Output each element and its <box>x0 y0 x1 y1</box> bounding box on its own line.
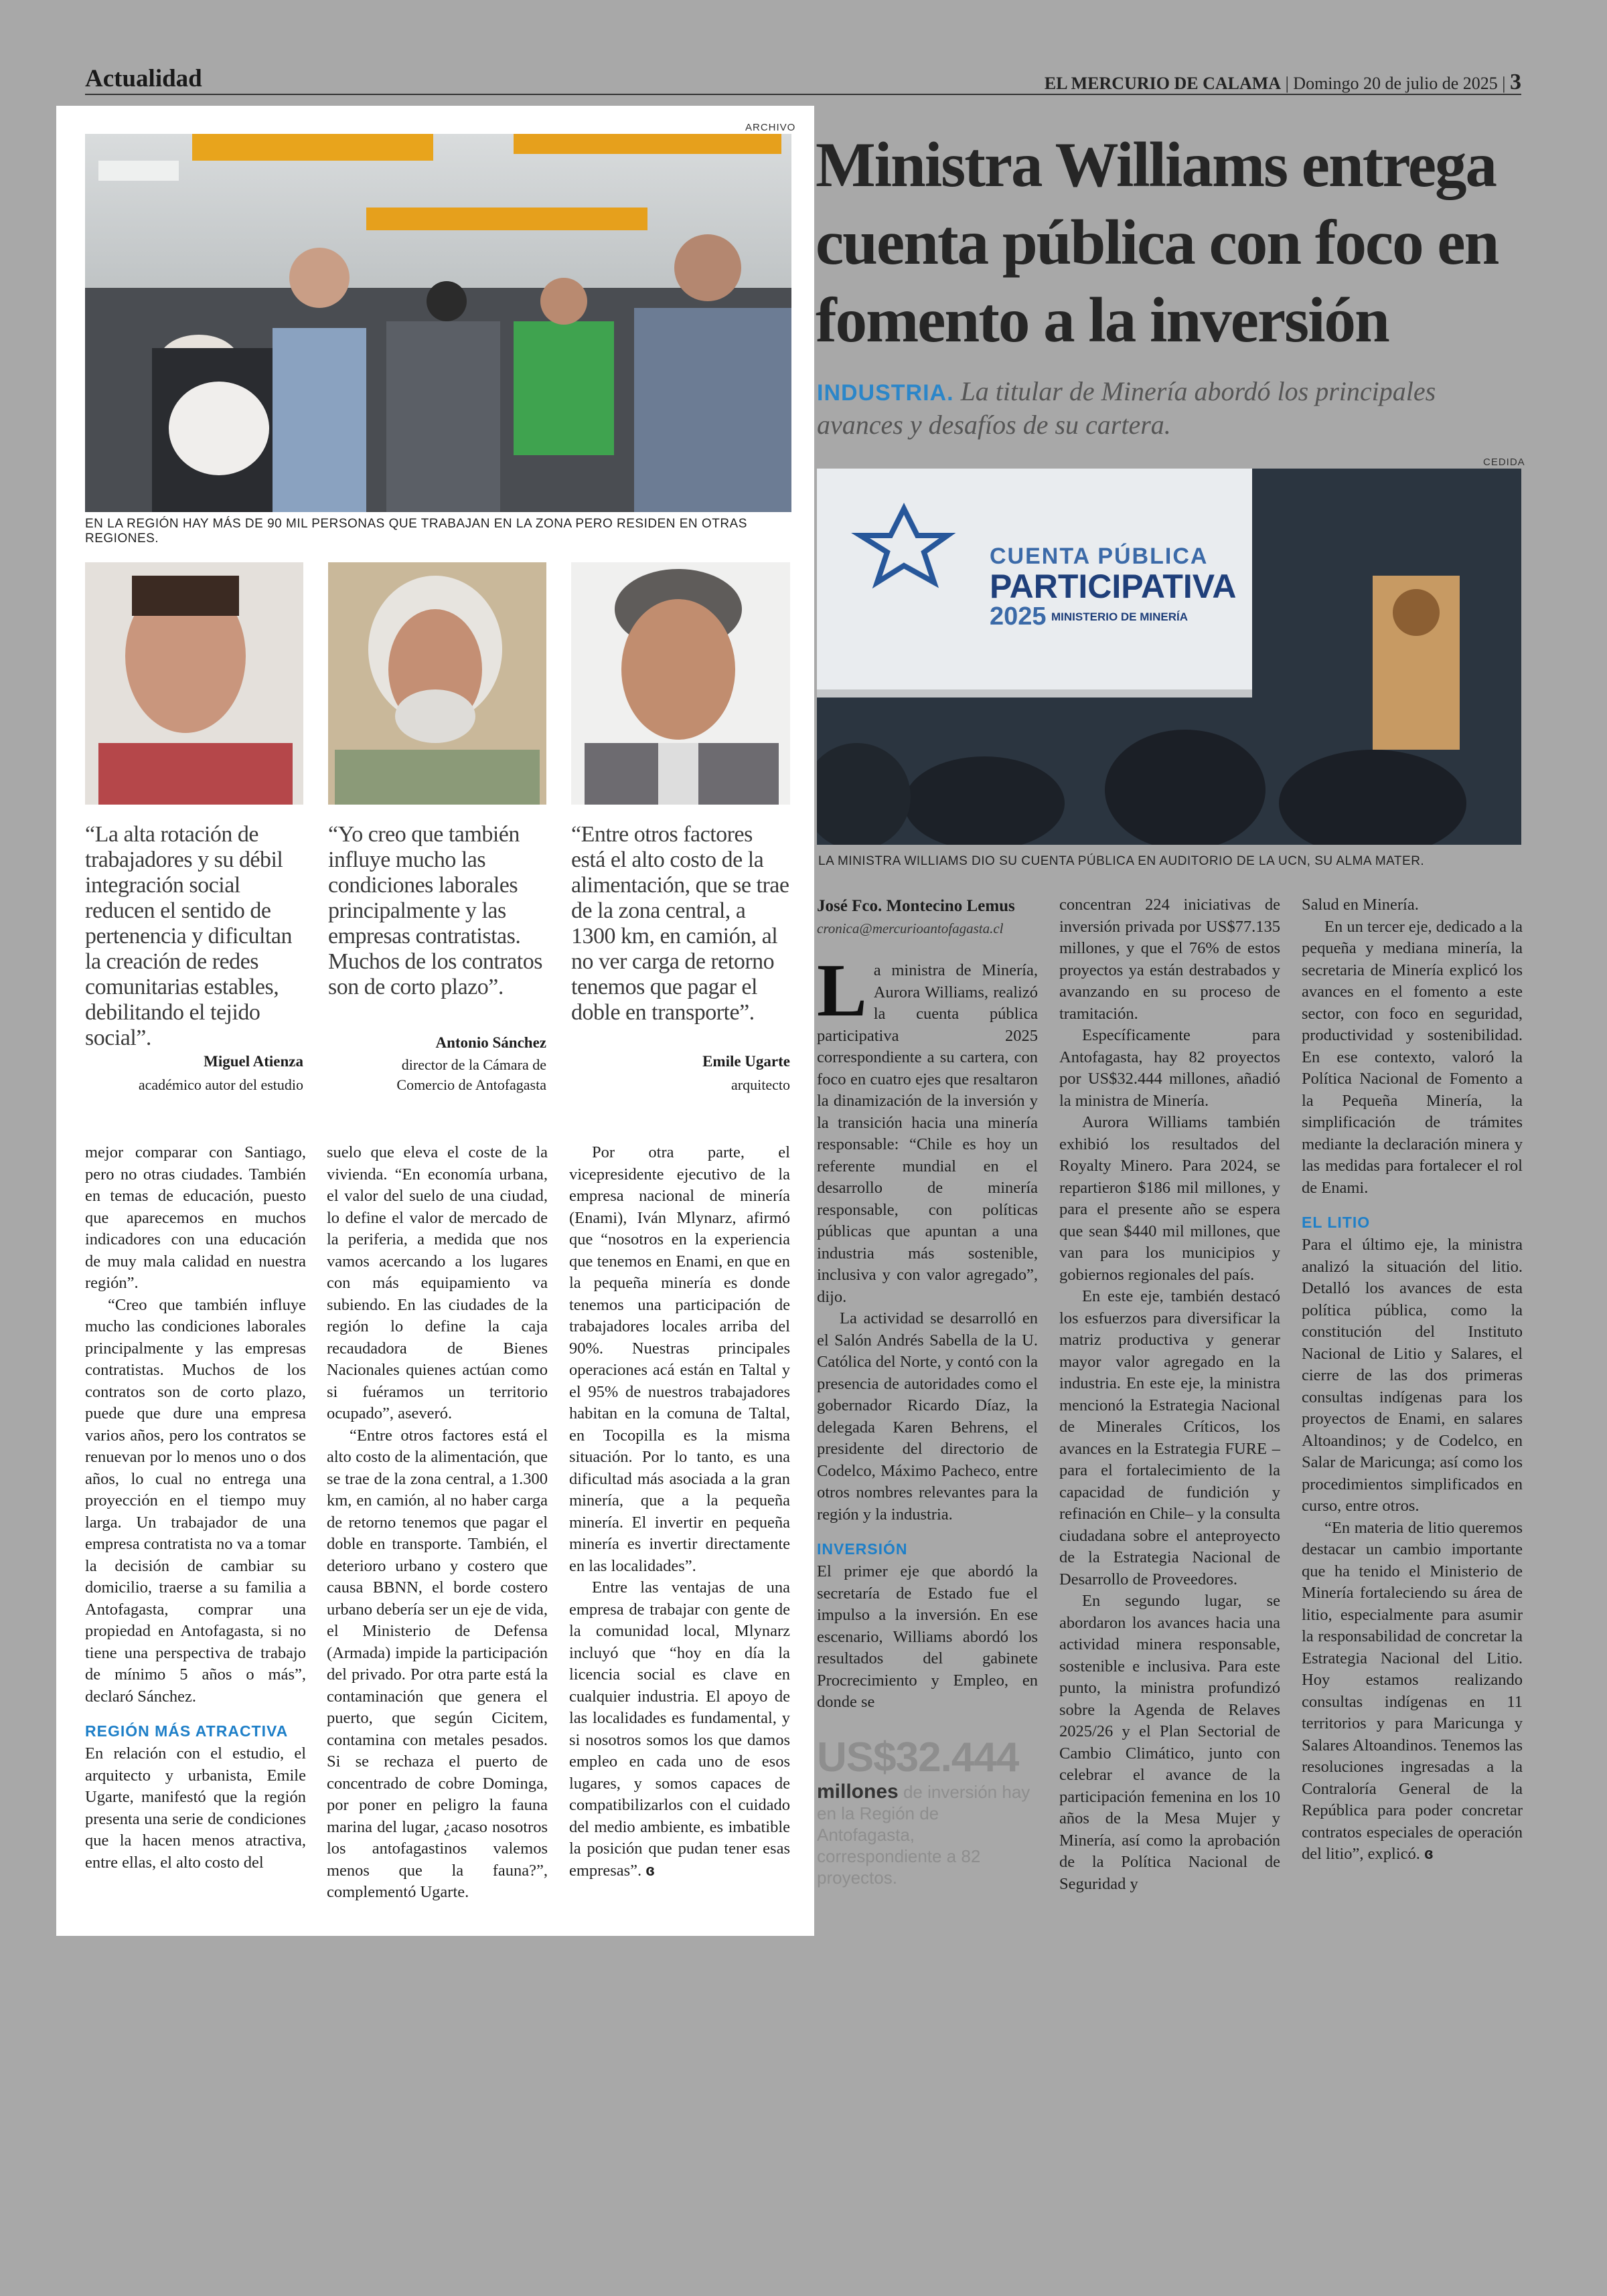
quote-name-ugarte: Emile Ugarte <box>702 1053 790 1070</box>
right-article-column-1 <box>817 949 1038 1714</box>
drop-cap: L <box>817 949 867 1032</box>
paragraph: Salud en Minería. <box>1302 896 1419 914</box>
paragraph: “En materia de litio queremos destacar un cambio importante que ha tenido el Ministerio de Minería fortaleciendo su área de litio, especialmente para asumir la responsabilidad de concretar la Estrategia Nacional del Litio. Hoy estamos realizando consultas indígenas en 11 territorios y para Maricunga y Salares Altoandinos. Tenemos las resoluciones ingresadas a la Contraloría General de la República para poder concretar contratos especiales de operación del litio”, explicó. <box>1302 1518 1523 1863</box>
screen-text-2: PARTICIPATIVA <box>990 568 1237 605</box>
publication-name: EL MERCURIO DE CALAMA <box>1044 74 1282 93</box>
quote-atienza: “La alta rotación de trabajadores y su débil integración social reducen el sentido de pertenencia y dificultan la creación de redes comunitarias estables, debilitando el tejido social”. <box>85 822 292 1050</box>
portrait-antonio-sanchez <box>328 562 546 805</box>
page-number: 3 <box>1510 70 1521 94</box>
paragraph: Por otra parte, el vicepresidente ejecutivo de la empresa nacional de minería (Enami), Iván Mlynarz, afirmó que “nosotros en la experiencia que tenemos en Enami, en que en la pequeña minería es donde tenemos una participación de trabajadores locales arriba del 90%. Nuestras principales operaciones acá están en Taltal y el 95% de nuestros trabajadores habitan en la comuna de Taltal, en Tocopilla es la misma situación. Por lo tanto, es una dificultad más asociada a la gran minería, que a la pequeña minería. El invertir en pequeña minería es invertir directamente en las localidades”. <box>569 1143 790 1575</box>
highlight-figure <box>817 1734 1038 1888</box>
paragraph: Entre las ventajas de una empresa de trabajar con gente de la comunidad local, Mlynarz incluyó que “hoy en día la licencia social es clave en cualquier industria. El apoyo de las localidades es fundamental, y si nosotros somos los que damos empleo en cada uno de esos lugares, y somos capaces de compatibilizarlos con el cuidado del medio ambiente, es imbatible la posición que pudan tener esas empresas”. <box>569 1578 790 1880</box>
paragraph: suelo que eleva el coste de la vivienda. “En economía urbana, el valor del suelo de una ciudad, lo define el valor de mercado de la periferia, a medida que nos vamos acercando a los lugares con más equipamiento va subiendo. En las ciudades de la región lo define la caja recaudadora de Bienes Nacionales quienes actúan como si fuéramos un territorio ocupado”, aseveró. <box>327 1143 548 1422</box>
highlight-unit: millones <box>817 1781 899 1803</box>
masthead: EL MERCURIO DE CALAMA | Domingo 20 de julio de 2025 | 3 <box>1044 70 1521 94</box>
highlight-text: de inversión hay en la Región de Antofagasta, correspondiente a 82 proyectos. <box>817 1782 1030 1888</box>
photo-credit-right: CEDIDA <box>1483 457 1525 468</box>
paragraph: “Entre otros factores está el alto costo de la alimentación, que se trae de la zona central, a 1.300 km, en camión, al no haber carga de retorno tenemos que pagar el doble en transporte. También, el deterioro urbano y costero que causa BBNN, el borde costero urbano debería ser un eje de vida, el Ministerio de Defensa (Armada) impide la participación del privado. Por otra parte está la contaminación que genera el puerto, que según Cicitem, contamina con metales pesados. Si se rechaza el puerto de concentrado de cobre Dominga, por poner en peligro la fauna marina del lugar, ¿acaso nosotros los antofagastinos valemos menos que la fauna?”, complementó Ugarte. <box>327 1426 548 1901</box>
airport-crowd-photo <box>85 134 791 512</box>
right-article-column-3 <box>1302 894 1523 1866</box>
section-name: Actualidad <box>85 65 202 92</box>
quote-name-atienza: Miguel Atienza <box>204 1053 303 1070</box>
byline: José Fco. Montecino Lemus <box>817 897 1015 915</box>
issue-date: Domingo 20 de julio de 2025 <box>1293 74 1498 93</box>
subheading-litio: EL LITIO <box>1302 1214 1371 1231</box>
portrait-miguel-atienza <box>85 562 303 805</box>
photo-caption: EN LA REGIÓN HAY MÁS DE 90 MIL PERSONAS QUE TRABAJAN EN LA ZONA PERO RESIDEN EN OTRAS REGIONES. <box>85 517 747 546</box>
paragraph: Aurora Williams también exhibió los resultados del Royalty Minero. Para 2024, se repartieron $186 mil millones, y para el presente año se espera que sean $440 mil millones, que van para los municipios y gobiernos regionales del país. <box>1059 1113 1280 1284</box>
end-mark-icon: ɞ <box>645 1861 655 1880</box>
paragraph: La actividad se desarrolló en el Salón Andrés Sabella de la U. Católica del Norte, y contó con la presencia de autoridades como el gobernador Ricardo Díaz, la delegada Karen Behrens, el presidente del directorio de Codelco, Máximo Pacheco, entre otros nombres relevantes para la región y la industria. <box>817 1309 1038 1524</box>
left-article-column-1 <box>85 1142 306 1874</box>
paragraph: concentran 224 iniciativas de inversión privada por US$77.135 millones, y que el 76% de estos proyectos ya están destrabados y avanzando en su proceso de tramitación. <box>1059 896 1280 1023</box>
highlight-number: US$32.444 <box>817 1734 1019 1781</box>
paragraph: El primer eje que abordó la secretaría de Estado fue el impulso a la inversión. En ese escenario, Williams abordó los resultados del gabinete Procrecimiento y Empleo, en donde se <box>817 1562 1038 1711</box>
subheading-region: REGIÓN MÁS ATRACTIVA <box>85 1722 289 1740</box>
paragraph: mejor comparar con Santiago, pero no otras ciudades. También en temas de educación, puesto que aparecemos en muchos indicadores con una educación de muy mala calidad en nuestra región”. <box>85 1143 306 1292</box>
screen-text-1: CUENTA PÚBLICA <box>990 544 1209 569</box>
photo-credit: ARCHIVO <box>745 122 796 133</box>
quote-sanchez: “Yo creo que también influye mucho las condiciones laborales principalmente y las empresas contratistas. Muchos de los contratos son de corto plazo”. <box>328 822 542 999</box>
quote-ugarte: “Entre otros factores está el alto costo de la alimentación, que se trae de la zona central, a 1300 km, en camión, al no ver carga de retorno tenemos que pagar el doble en transporte”. <box>571 822 789 1025</box>
paragraph: “Creo que también influye mucho las condiciones laborales principalmente y las empresas contratistas. Muchos de los contratos son de corto plazo, puede que dure una empresa varios años, pero los contratos se renuevan por lo menos uno o dos años, lo cual no entrega una proyección en el tiempo muy larga. Un trabajador de una empresa contratista no va a tomar la decisión de cambiar su domicilio, traerse a su familia a Antofagasta, comprar una propiedad en Antofagasta, si no tiene una perspectiva de trabajo de mínimo 5 años o más”, declaró Sánchez. <box>85 1295 306 1706</box>
paragraph: En un tercer eje, dedicado a la pequeña y mediana minería, la secretaria de Minería explicó los avances en el fomento a este sector, con foco en seguridad, productividad y sostenibilidad. En ese contexto, valoró la Política Nacional de Fomento a la Pequeña Minería, la simplificación de trámites mediante la declaración minera y las medidas para fortalecer el rol de Enami. <box>1302 917 1523 1197</box>
paragraph: En relación con el estudio, el arquitecto y urbanista, Emile Ugarte, manifestó que la región presenta una serie de condiciones que la hacen menos atractiva, entre ellas, el alto costo del <box>85 1744 306 1872</box>
deck-kicker: INDUSTRIA. <box>817 380 954 406</box>
deck-text: La titular de Minería abordó los principales avances y desafíos de su cartera. <box>817 376 1436 440</box>
screen-text-3: 2025 <box>990 602 1047 631</box>
headline: Ministra Williams entrega cuenta pública con foco en fomento a la inversión <box>816 129 1499 355</box>
paragraph: Específicamente para Antofagasta, hay 82 proyectos por US$32.444 millones, añadió la ministra de Minería. <box>1059 1026 1280 1110</box>
screen-text-4: MINISTERIO DE MINERÍA <box>1051 610 1189 623</box>
left-article-column-3 <box>569 1142 790 1882</box>
byline-email: cronica@mercurioantofagasta.cl <box>817 920 1004 936</box>
quote-role-atienza: académico autor del estudio <box>138 1076 303 1093</box>
right-article-column-2 <box>1059 894 1280 1895</box>
subheading-inversion: INVERSIÓN <box>817 1540 908 1558</box>
quote-role-ugarte: arquitecto <box>731 1076 790 1093</box>
paragraph: a ministra de Minería, Aurora Williams, realizó la cuenta pública participativa 2025 correspondiente a su cartera, con foco en cuatro ejes que resaltaron la dinamización de la inversión y la transición hacia una minería responsable: “Chile es hoy un referente mundial en el desarrollo de minería responsable, con políticas públicas que apuntan a una industria más sostenible, inclusiva y con valor agregado”, dijo. <box>817 961 1038 1306</box>
paragraph: En segundo lugar, se abordaron los avances hacia una actividad minera responsable, sostenible e inclusiva. Para este punto, la ministra profundizó sobre la Agenda de Relaves 2025/26 y el Plan Sectorial de Cambio Climático, junto con celebrar el avance de la participación femenina en los 10 años de la Mesa Mujer y Minería, así como la aprobación de la Política Nacional de Seguridad y <box>1059 1592 1280 1893</box>
paragraph: En este eje, también destacó los esfuerzos para diversificar la matriz productiva y generar mayor valor agregado en la industria. En este eje, la ministra mencionó la Estrategia Nacional de Minerales Críticos, los avances en la Estrategia FURE –para el fortalecimiento de la capacidad de fundición y refinación en Chile– y la consulta ciudadana sobre el anteproyecto de la Estrategia Nacional de Desarrollo de Proveedores. <box>1059 1287 1280 1588</box>
photo-caption-right: LA MINISTRA WILLIAMS DIO SU CUENTA PÚBLICA EN AUDITORIO DE LA UCN, SU ALMA MATER. <box>818 854 1425 868</box>
left-article-column-2 <box>327 1142 548 1904</box>
deck <box>817 375 1527 442</box>
end-mark-icon: ɞ <box>1424 1845 1434 1863</box>
quote-name-sanchez: Antonio Sánchez <box>435 1034 546 1051</box>
portrait-emile-ugarte <box>571 562 790 805</box>
paragraph: Para el último eje, la ministra analizó la situación del litio. Detalló los avances de esta política pública, como la constitución del Instituto Nacional de Litio y Salares, el cierre de las dos primeras consultas indígenas para los proyectos de Enami, en salares Altoandinos; y de Codelco, en Salar de Maricunga; así como los procedimientos simplificados en curso, entre otros. <box>1302 1236 1523 1515</box>
quote-role-sanchez: director de la Cámara de Comercio de Antofagasta <box>396 1056 546 1093</box>
auditorium-photo <box>817 469 1521 845</box>
